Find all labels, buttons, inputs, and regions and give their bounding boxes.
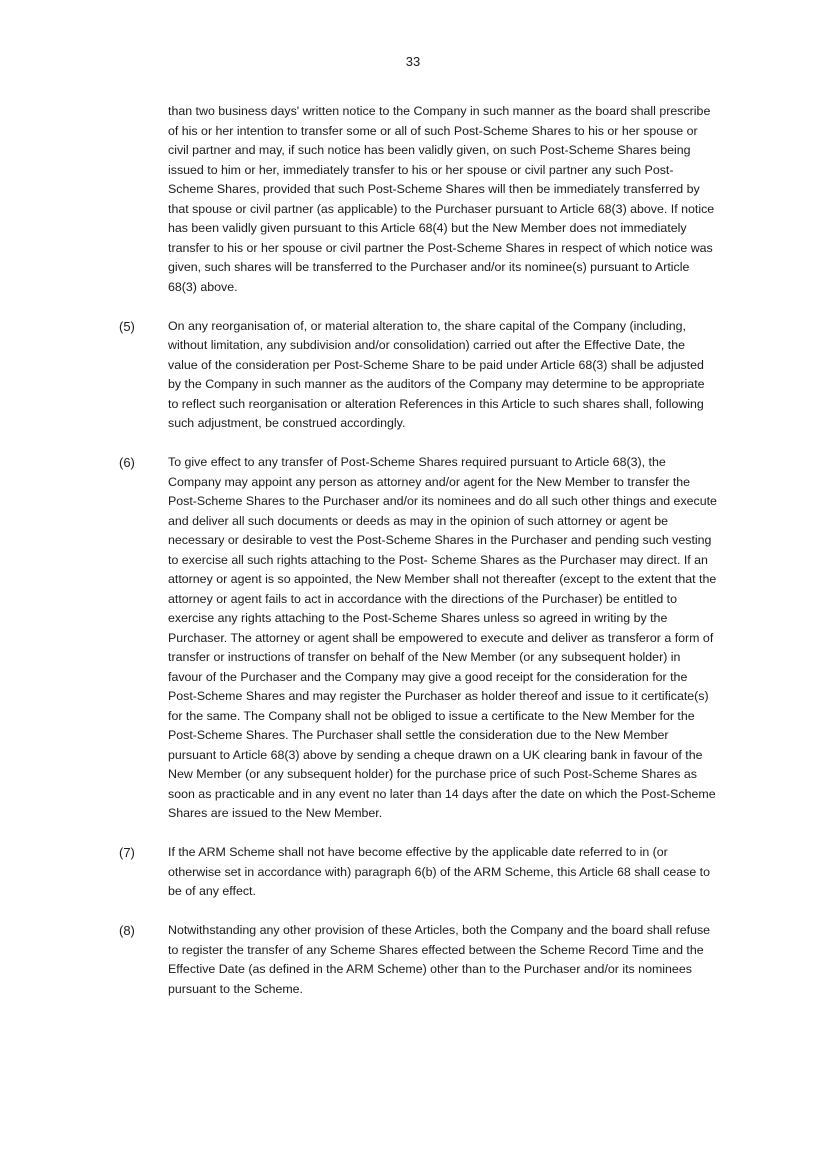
- paragraph-text: If the ARM Scheme shall not have become effective by the applicable date referred to in (or otherwise set in accordance with) paragraph 6(b) of the ARM Scheme, this Article 68 shall cease to be of any effect.: [168, 845, 711, 898]
- paragraph-8: [119, 921, 717, 999]
- paragraph-number: (7): [119, 845, 135, 860]
- paragraph-number: (8): [119, 923, 135, 938]
- paragraph-text: On any reorganisation of, or material alteration to, the share capital of the Company (including, without limitation, any subdivision and/or consolidation) carried out after the Effective Date, the value of the consideration per Post-Scheme Share to be paid under Article 68(3) shall be adjusted by the Company in such manner as the auditors of the Company may determine to be appropriate to reflect such reorganisation or alteration References in this Article to such shares shall, following such adjustment, be construed accordingly.: [168, 318, 705, 430]
- paragraph-text: Notwithstanding any other provision of these Articles, both the Company and the board shall refuse to register the transfer of any Scheme Shares effected between the Scheme Record Time and the Effective Date (as defined in the ARM Scheme) other than to the Purchaser and/or its nominees pursuant to the Scheme.: [168, 923, 711, 996]
- page-number: 33: [405, 54, 421, 69]
- paragraph-text: than two business days' written notice to the Company in such manner as the board shall prescribe of his or her intention to transfer some or all of such Post-Scheme Shares to his or her spouse or civil partner and may, if such notice has been validly given, on such Post-Scheme Shares being issued to him or her, immediately transfer to his or her spouse or civil partner any such Post-Scheme Shares, provided that such Post-Scheme Shares will then be immediately transferred by that spouse or civil partner (as applicable) to the Purchaser pursuant to Article 68(3) above. If notice has been validly given pursuant to this Article 68(4) but the New Member does not immediately transfer to his or her spouse or civil partner the Post-Scheme Shares in respect of which notice was given, such shares will be transferred to the Purchaser and/or its nominee(s) pursuant to Article 68(3) above.: [168, 104, 715, 294]
- paragraph-number: (5): [119, 318, 135, 334]
- paragraph-6: [119, 453, 717, 824]
- document-body: [119, 102, 717, 1019]
- paragraph-text: To give effect to any transfer of Post-Scheme Shares required pursuant to Article 68(3), the Company may appoint any person as attorney and/or agent for the New Member to transfer the Post-Scheme Shares to the Purchaser and/or its nominees and do all such other things and execute and deliver all such documents or deeds as may in the opinion of such attorney or agent be necessary or desirable to vest the Post-Scheme Shares in the Purchaser and pending such vesting to exercise all such rights attaching to the Post- Scheme Shares as the Purchaser may direct. If an attorney or agent is so appointed, the New Member shall not thereafter (except to the extent that the attorney or agent fails to act in accordance with the directions of the Purchaser) be entitled to exercise any rights attaching to the Post-Scheme Shares unless so agreed in writing by the Purchaser. The attorney or agent shall be empowered to execute and deliver as transferor a form of transfer or instructions of transfer on behalf of the New Member (or any subsequent holder) in favour of the Purchaser and the Company may give a good receipt for the consideration for the Post-Scheme Shares and may register the Purchaser as holder thereof and issue to it certificate(s) for the same. The Company shall not be obliged to issue a certificate to the New Member for the Post-Scheme Shares. The Purchaser shall settle the consideration due to the New Member pursuant to Article 68(3) above by sending a cheque drawn on a UK clearing bank in favour of the New Member (or any subsequent holder) for the purchase price of such Post-Scheme Shares as soon as practicable and in any event no later than 14 days after the date on which the Post-Scheme Shares are issued to the New Member.: [168, 455, 717, 820]
- paragraph-number: (6): [119, 455, 135, 470]
- paragraph-5: [119, 317, 717, 434]
- paragraph-4-continued: [119, 102, 717, 297]
- paragraph-7: [119, 843, 717, 902]
